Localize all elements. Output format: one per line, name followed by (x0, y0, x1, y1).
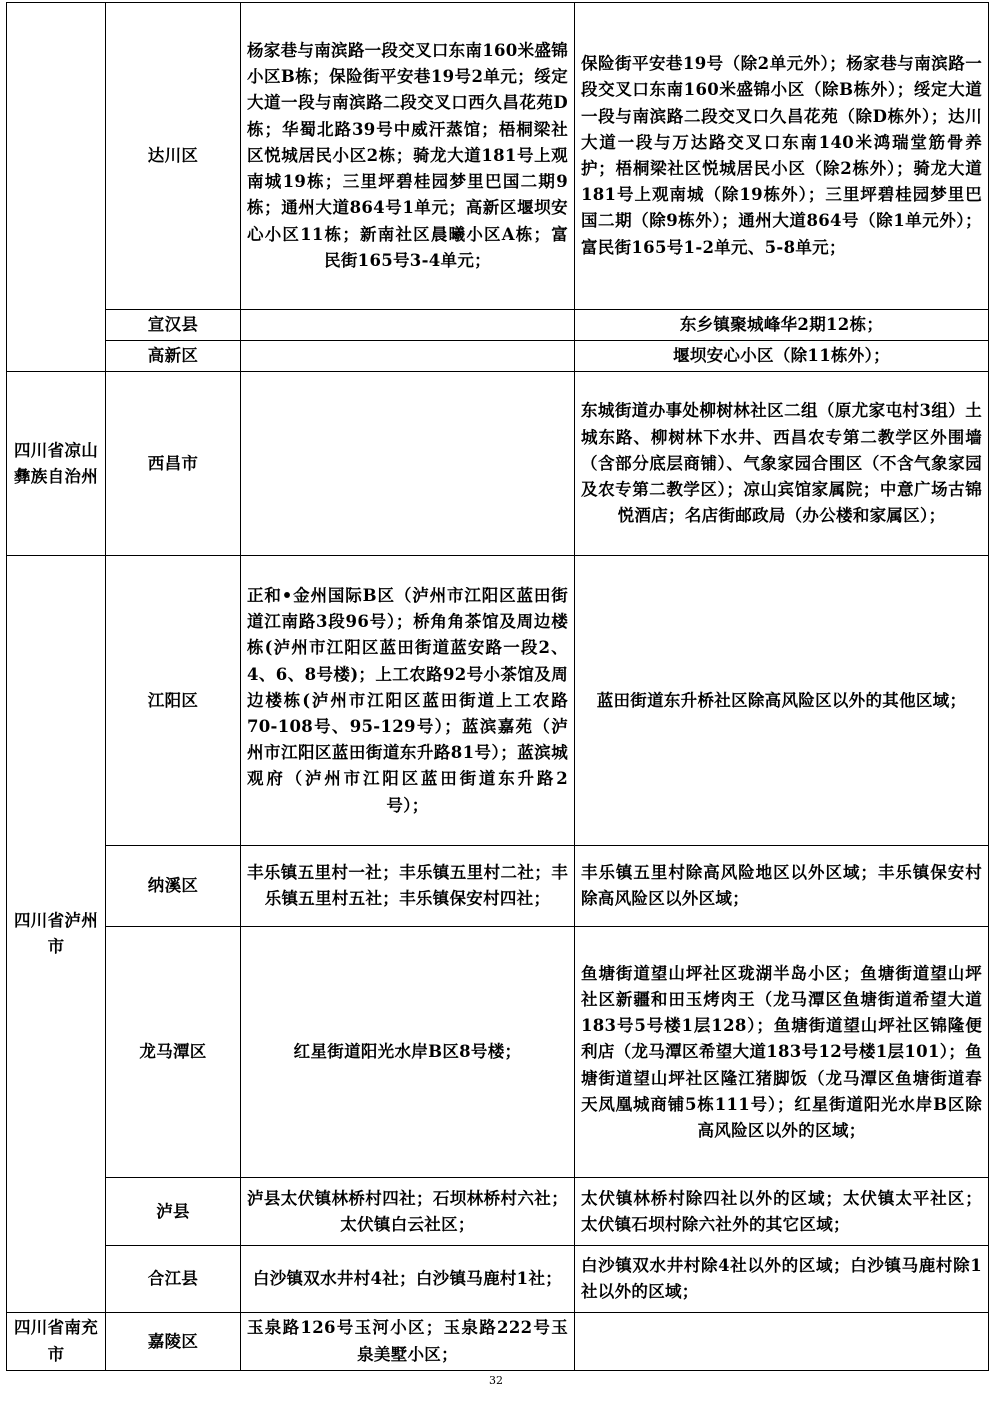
high-risk-cell: 白沙镇双水井村4社；白沙镇马鹿村1社； (241, 1246, 575, 1313)
high-risk-cell (241, 310, 575, 341)
table-row (7, 556, 989, 846)
medium-risk-cell (575, 1313, 989, 1370)
risk-area-table (6, 2, 989, 1371)
table-row (7, 927, 989, 1178)
district-cell: 宣汉县 (106, 310, 241, 341)
district-cell: 西昌市 (106, 372, 241, 556)
high-risk-cell: 正和•金州国际B区（泸州市江阳区蓝田街道江南路3段96号）；桥角角茶馆及周边楼栋(泸州市江阳区蓝田街道蓝安路一段2、4、6、8号楼)；上工农路92号小茶馆及周边楼栋(泸州市江阳区蓝田街道上工农路70-108号、95-129号）；蓝滨嘉苑（泸州市江阳区蓝田街道东升路81号）；蓝滨城观府（泸州市江阳区蓝田街道东升路2号）； (241, 556, 575, 846)
high-risk-cell (241, 341, 575, 372)
table-row (7, 3, 989, 310)
province-cell: 四川省南充市 (7, 1313, 106, 1370)
high-risk-cell: 杨家巷与南滨路一段交叉口东南160米盛锦小区B栋；保险街平安巷19号2单元；绥定大道一段与南滨路二段交叉口西久昌花苑D栋；华蜀北路39号中威汗蒸馆；梧桐梁社区悦城居民小区2栋；骑龙大道181号上观南城19栋；三里坪碧桂园梦里巴国二期9栋；通州大道864号1单元；高新区堰坝安心小区11栋；新南社区晨曦小区A栋；富民街165号3-4单元； (241, 3, 575, 310)
district-cell: 江阳区 (106, 556, 241, 846)
medium-risk-cell: 蓝田街道东升桥社区除高风险区以外的其他区域； (575, 556, 989, 846)
medium-risk-cell: 鱼塘街道望山坪社区珑湖半岛小区；鱼塘街道望山坪社区新疆和田玉烤肉王（龙马潭区鱼塘街道希望大道183号5号楼1层128）；鱼塘街道望山坪社区锦隆便利店（龙马潭区希望大道183号12号楼1层101）；鱼塘街道望山坪社区隆江猪脚饭（龙马潭区鱼塘街道春天凤凰城商铺5栋111号）；红星街道阳光水岸B区除高风险区以外的区域； (575, 927, 989, 1178)
medium-risk-cell: 太伏镇林桥村除四社以外的区域；太伏镇太平社区；太伏镇石坝村除六社外的其它区域； (575, 1178, 989, 1246)
province-cell: 四川省泸州市 (7, 556, 106, 1313)
medium-risk-cell: 东城街道办事处柳树林社区二组（原尤家屯村3组）土城东路、柳树林下水井、西昌农专第二教学区外围墙（含部分底层商铺）、气象家园合围区（不含气象家园及农专第二教学区）；凉山宾馆家属院；中意广场古锦悦酒店；名店街邮政局（办公楼和家属区）； (575, 372, 989, 556)
district-cell: 合江县 (106, 1246, 241, 1313)
page-number: 32 (489, 1374, 503, 1387)
district-cell: 泸县 (106, 1178, 241, 1246)
medium-risk-cell: 堰坝安心小区（除11栋外）； (575, 341, 989, 372)
table-row (7, 310, 989, 341)
table-row (7, 846, 989, 927)
medium-risk-cell: 东乡镇聚城峰华2期12栋； (575, 310, 989, 341)
table-row (7, 372, 989, 556)
district-cell: 嘉陵区 (106, 1313, 241, 1370)
table-row (7, 1178, 989, 1246)
table-row (7, 341, 989, 372)
medium-risk-cell: 丰乐镇五里村除高风险地区以外区域；丰乐镇保安村除高风险区以外区域； (575, 846, 989, 927)
high-risk-cell: 玉泉路126号玉河小区；玉泉路222号玉泉美墅小区； (241, 1313, 575, 1370)
district-cell: 龙马潭区 (106, 927, 241, 1178)
medium-risk-cell: 保险街平安巷19号（除2单元外）；杨家巷与南滨路一段交叉口东南160米盛锦小区（除B栋外）；绥定大道一段与南滨路二段交叉口久昌花苑（除D栋外）；达川大道一段与万达路交叉口东南140米鸿瑞堂筋骨养护；梧桐梁社区悦城居民小区（除2栋外）；骑龙大道181号上观南城（除19栋外）；三里坪碧桂园梦里巴国二期（除9栋外）；通州大道864号（除1单元外）；富民街165号1-2单元、5-8单元； (575, 3, 989, 310)
province-cell: 四川省凉山彝族自治州 (7, 372, 106, 556)
high-risk-cell: 红星街道阳光水岸B区8号楼； (241, 927, 575, 1178)
table-row (7, 1313, 989, 1370)
district-cell: 高新区 (106, 341, 241, 372)
district-cell: 达川区 (106, 3, 241, 310)
province-cell (7, 3, 106, 372)
high-risk-cell (241, 372, 575, 556)
medium-risk-cell: 白沙镇双水井村除4社以外的区域；白沙镇马鹿村除1社以外的区域； (575, 1246, 989, 1313)
district-cell: 纳溪区 (106, 846, 241, 927)
high-risk-cell: 泸县太伏镇林桥村四社；石坝林桥村六社；太伏镇白云社区； (241, 1178, 575, 1246)
high-risk-cell: 丰乐镇五里村一社；丰乐镇五里村二社；丰乐镇五里村五社；丰乐镇保安村四社； (241, 846, 575, 927)
table-row (7, 1246, 989, 1313)
